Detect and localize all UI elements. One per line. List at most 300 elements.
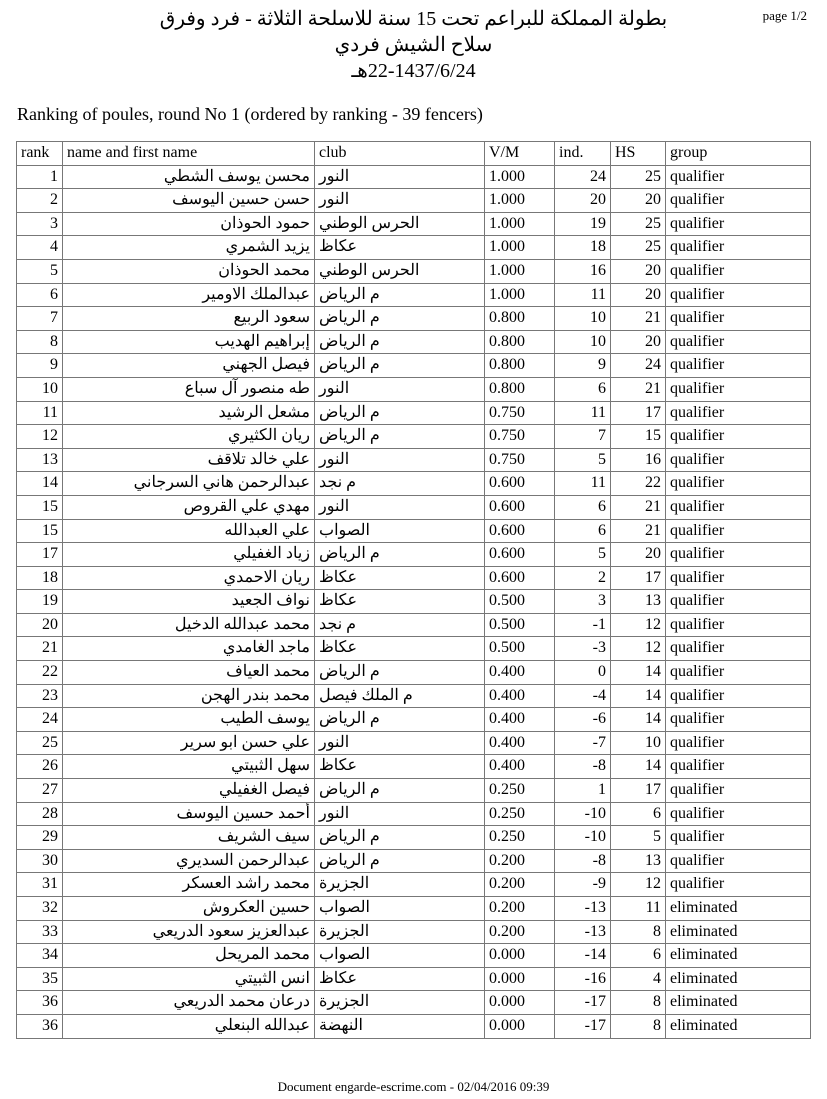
cell-club: النور: [315, 165, 485, 189]
cell-group: eliminated: [666, 944, 811, 968]
cell-club: النور: [315, 495, 485, 519]
cell-hs: 21: [611, 307, 666, 331]
cell-vm: 0.400: [485, 731, 555, 755]
cell-vm: 0.000: [485, 967, 555, 991]
title-line-3: 22-1437/6/24هـ: [351, 60, 476, 82]
cell-rank: 11: [17, 401, 63, 425]
cell-vm: 1.000: [485, 189, 555, 213]
cell-club: عكاظ: [315, 637, 485, 661]
column-header-ind: ind.: [555, 142, 611, 166]
cell-hs: 25: [611, 236, 666, 260]
table-row: [17, 307, 811, 331]
cell-vm: 0.800: [485, 377, 555, 401]
cell-ind: 10: [555, 330, 611, 354]
cell-vm: 0.400: [485, 661, 555, 685]
cell-ind: 10: [555, 307, 611, 331]
cell-name: محمد الحوذان: [63, 259, 315, 283]
cell-vm: 0.600: [485, 543, 555, 567]
cell-name: سعود الربيع: [63, 307, 315, 331]
cell-rank: 12: [17, 425, 63, 449]
cell-hs: 11: [611, 897, 666, 921]
cell-vm: 1.000: [485, 259, 555, 283]
cell-rank: 13: [17, 448, 63, 472]
cell-vm: 0.750: [485, 401, 555, 425]
cell-group: eliminated: [666, 920, 811, 944]
cell-rank: 25: [17, 731, 63, 755]
cell-name: سهل الثبيتي: [63, 755, 315, 779]
cell-club: م نجد: [315, 613, 485, 637]
cell-name: زياد الغفيلي: [63, 543, 315, 567]
cell-hs: 24: [611, 354, 666, 378]
cell-hs: 20: [611, 543, 666, 567]
cell-rank: 31: [17, 873, 63, 897]
cell-ind: -17: [555, 991, 611, 1015]
cell-group: qualifier: [666, 425, 811, 449]
cell-club: الجزيرة: [315, 873, 485, 897]
cell-club: الحرس الوطني: [315, 259, 485, 283]
cell-group: qualifier: [666, 566, 811, 590]
cell-group: qualifier: [666, 472, 811, 496]
cell-vm: 0.600: [485, 566, 555, 590]
cell-rank: 24: [17, 708, 63, 732]
cell-ind: 7: [555, 425, 611, 449]
ranking-table: [16, 141, 811, 1039]
table-row: [17, 236, 811, 260]
cell-rank: 8: [17, 330, 63, 354]
cell-ind: -6: [555, 708, 611, 732]
cell-club: النور: [315, 189, 485, 213]
cell-vm: 0.250: [485, 826, 555, 850]
cell-ind: -9: [555, 873, 611, 897]
cell-rank: 22: [17, 661, 63, 685]
table-row: [17, 566, 811, 590]
cell-vm: 0.800: [485, 307, 555, 331]
cell-club: عكاظ: [315, 967, 485, 991]
cell-ind: -1: [555, 613, 611, 637]
cell-club: الحرس الوطني: [315, 212, 485, 236]
cell-club: عكاظ: [315, 755, 485, 779]
cell-vm: 1.000: [485, 212, 555, 236]
cell-club: م الرياض: [315, 330, 485, 354]
cell-group: qualifier: [666, 401, 811, 425]
cell-vm: 0.500: [485, 613, 555, 637]
cell-ind: 2: [555, 566, 611, 590]
table-row: [17, 708, 811, 732]
cell-rank: 3: [17, 212, 63, 236]
cell-hs: 13: [611, 849, 666, 873]
cell-name: فيصل الجهني: [63, 354, 315, 378]
cell-hs: 12: [611, 613, 666, 637]
cell-rank: 30: [17, 849, 63, 873]
ranking-title: Ranking of poules, round No 1 (ordered by ranking - 39 fencers): [17, 104, 483, 124]
cell-vm: 0.800: [485, 354, 555, 378]
cell-group: qualifier: [666, 259, 811, 283]
cell-group: qualifier: [666, 519, 811, 543]
table-row: [17, 1014, 811, 1038]
cell-ind: 16: [555, 259, 611, 283]
table-row: [17, 590, 811, 614]
cell-group: qualifier: [666, 307, 811, 331]
cell-vm: 0.600: [485, 519, 555, 543]
cell-vm: 0.000: [485, 944, 555, 968]
cell-ind: 1: [555, 779, 611, 803]
cell-rank: 5: [17, 259, 63, 283]
cell-rank: 14: [17, 472, 63, 496]
cell-name: محمد بندر الهجن: [63, 684, 315, 708]
cell-name: محسن يوسف الشطي: [63, 165, 315, 189]
cell-group: qualifier: [666, 448, 811, 472]
cell-rank: 10: [17, 377, 63, 401]
cell-club: النهضة: [315, 1014, 485, 1038]
table-row: [17, 826, 811, 850]
cell-ind: -8: [555, 849, 611, 873]
cell-group: eliminated: [666, 897, 811, 921]
cell-group: qualifier: [666, 849, 811, 873]
cell-ind: 3: [555, 590, 611, 614]
cell-club: م الملك فيصل: [315, 684, 485, 708]
cell-rank: 26: [17, 755, 63, 779]
cell-group: qualifier: [666, 212, 811, 236]
cell-rank: 36: [17, 1014, 63, 1038]
table-row: [17, 684, 811, 708]
cell-ind: 11: [555, 472, 611, 496]
cell-vm: 1.000: [485, 236, 555, 260]
cell-vm: 0.400: [485, 755, 555, 779]
cell-name: محمد راشد العسكر: [63, 873, 315, 897]
cell-rank: 36: [17, 991, 63, 1015]
cell-hs: 17: [611, 779, 666, 803]
cell-club: الصواب: [315, 944, 485, 968]
cell-rank: 23: [17, 684, 63, 708]
cell-name: عبدالله البنعلي: [63, 1014, 315, 1038]
cell-group: qualifier: [666, 661, 811, 685]
table-row: [17, 849, 811, 873]
cell-name: محمد العياف: [63, 661, 315, 685]
cell-name: علي حسن ابو سرير: [63, 731, 315, 755]
cell-name: عبدالعزيز سعود الدريعي: [63, 920, 315, 944]
cell-rank: 35: [17, 967, 63, 991]
column-header-vm: V/M: [485, 142, 555, 166]
title-line-1: بطولة المملكة للبراعم تحت 15 سنة للاسلحة الثلاثة - فرد وفرق: [159, 8, 668, 30]
cell-rank: 7: [17, 307, 63, 331]
cell-club: م الرياض: [315, 779, 485, 803]
table-row: [17, 165, 811, 189]
table-row: [17, 920, 811, 944]
cell-group: qualifier: [666, 755, 811, 779]
cell-hs: 14: [611, 661, 666, 685]
cell-hs: 10: [611, 731, 666, 755]
column-header-group: group: [666, 142, 811, 166]
cell-rank: 32: [17, 897, 63, 921]
cell-hs: 25: [611, 212, 666, 236]
cell-hs: 20: [611, 189, 666, 213]
cell-vm: 0.000: [485, 1014, 555, 1038]
cell-ind: -10: [555, 802, 611, 826]
cell-name: حمود الحوذان: [63, 212, 315, 236]
table-row: [17, 802, 811, 826]
cell-group: qualifier: [666, 590, 811, 614]
column-header-hs: HS: [611, 142, 666, 166]
cell-ind: -16: [555, 967, 611, 991]
cell-rank: 17: [17, 543, 63, 567]
cell-ind: 5: [555, 543, 611, 567]
cell-name: درعان محمد الدريعي: [63, 991, 315, 1015]
cell-rank: 9: [17, 354, 63, 378]
cell-name: علي خالد تلاقف: [63, 448, 315, 472]
cell-hs: 14: [611, 755, 666, 779]
table-row: [17, 354, 811, 378]
cell-name: محمد عبدالله الدخيل: [63, 613, 315, 637]
cell-rank: 1: [17, 165, 63, 189]
cell-vm: 1.000: [485, 165, 555, 189]
table-row: [17, 448, 811, 472]
table-row: [17, 637, 811, 661]
cell-vm: 0.600: [485, 495, 555, 519]
cell-vm: 0.400: [485, 708, 555, 732]
cell-vm: 0.200: [485, 920, 555, 944]
cell-hs: 12: [611, 637, 666, 661]
cell-ind: 0: [555, 661, 611, 685]
cell-name: عبدالرحمن السديري: [63, 849, 315, 873]
table-row: [17, 189, 811, 213]
cell-name: يوسف الطيب: [63, 708, 315, 732]
cell-rank: 15: [17, 519, 63, 543]
cell-hs: 20: [611, 283, 666, 307]
cell-rank: 27: [17, 779, 63, 803]
cell-ind: -10: [555, 826, 611, 850]
title-line-2: سلاح الشيش فردي: [334, 34, 493, 56]
cell-club: م الرياض: [315, 661, 485, 685]
cell-ind: -4: [555, 684, 611, 708]
cell-group: qualifier: [666, 377, 811, 401]
column-header-rank: rank: [17, 142, 63, 166]
column-header-club: club: [315, 142, 485, 166]
cell-vm: 0.500: [485, 590, 555, 614]
cell-rank: 21: [17, 637, 63, 661]
cell-ind: 5: [555, 448, 611, 472]
table-row: [17, 519, 811, 543]
cell-ind: -7: [555, 731, 611, 755]
cell-hs: 8: [611, 991, 666, 1015]
cell-hs: 16: [611, 448, 666, 472]
cell-club: م الرياض: [315, 708, 485, 732]
cell-ind: -13: [555, 920, 611, 944]
cell-group: qualifier: [666, 802, 811, 826]
cell-hs: 13: [611, 590, 666, 614]
table-header-row: [17, 142, 811, 166]
cell-name: فيصل الغفيلي: [63, 779, 315, 803]
table-row: [17, 543, 811, 567]
cell-ind: -8: [555, 755, 611, 779]
table-row: [17, 425, 811, 449]
cell-club: النور: [315, 802, 485, 826]
table-row: [17, 897, 811, 921]
cell-hs: 14: [611, 708, 666, 732]
cell-name: طه منصور آل سباع: [63, 377, 315, 401]
cell-vm: 0.200: [485, 873, 555, 897]
cell-name: سيف الشريف: [63, 826, 315, 850]
cell-hs: 4: [611, 967, 666, 991]
cell-name: أحمد حسين اليوسف: [63, 802, 315, 826]
cell-group: qualifier: [666, 613, 811, 637]
cell-rank: 19: [17, 590, 63, 614]
table-row: [17, 212, 811, 236]
cell-hs: 6: [611, 802, 666, 826]
footer: Document engarde-escrime.com - 02/04/2016 09:39: [277, 1079, 550, 1094]
cell-name: محمد المريحل: [63, 944, 315, 968]
cell-rank: 34: [17, 944, 63, 968]
cell-hs: 6: [611, 944, 666, 968]
page-number: page 1/2: [762, 8, 807, 23]
cell-name: عبدالملك الاومير: [63, 283, 315, 307]
table-row: [17, 472, 811, 496]
cell-name: عبدالرحمن هاني السرجاني: [63, 472, 315, 496]
table-row: [17, 401, 811, 425]
cell-group: eliminated: [666, 991, 811, 1015]
table-row: [17, 873, 811, 897]
table-row: [17, 967, 811, 991]
cell-name: حسين العكروش: [63, 897, 315, 921]
cell-ind: 6: [555, 495, 611, 519]
cell-ind: 11: [555, 283, 611, 307]
cell-hs: 17: [611, 401, 666, 425]
cell-group: qualifier: [666, 543, 811, 567]
cell-hs: 20: [611, 330, 666, 354]
cell-club: النور: [315, 377, 485, 401]
cell-name: مهدي علي القروص: [63, 495, 315, 519]
table-row: [17, 495, 811, 519]
cell-club: م نجد: [315, 472, 485, 496]
cell-group: eliminated: [666, 1014, 811, 1038]
cell-ind: -17: [555, 1014, 611, 1038]
cell-club: عكاظ: [315, 236, 485, 260]
cell-vm: 0.000: [485, 991, 555, 1015]
cell-group: qualifier: [666, 283, 811, 307]
cell-rank: 15: [17, 495, 63, 519]
cell-hs: 20: [611, 259, 666, 283]
cell-hs: 21: [611, 495, 666, 519]
cell-name: ريان الاحمدي: [63, 566, 315, 590]
cell-name: ماجد الغامدي: [63, 637, 315, 661]
cell-group: qualifier: [666, 684, 811, 708]
cell-club: الصواب: [315, 519, 485, 543]
document-title: [0, 6, 827, 84]
table-row: [17, 779, 811, 803]
cell-club: م الرياض: [315, 543, 485, 567]
cell-club: م الرياض: [315, 307, 485, 331]
cell-club: م الرياض: [315, 283, 485, 307]
cell-club: م الرياض: [315, 401, 485, 425]
cell-rank: 28: [17, 802, 63, 826]
cell-vm: 0.500: [485, 637, 555, 661]
cell-name: إبراهيم الهديب: [63, 330, 315, 354]
cell-vm: 0.750: [485, 448, 555, 472]
cell-vm: 0.400: [485, 684, 555, 708]
cell-vm: 0.250: [485, 802, 555, 826]
cell-rank: 29: [17, 826, 63, 850]
cell-group: qualifier: [666, 731, 811, 755]
cell-ind: -14: [555, 944, 611, 968]
cell-name: مشعل الرشيد: [63, 401, 315, 425]
cell-group: qualifier: [666, 330, 811, 354]
cell-ind: 11: [555, 401, 611, 425]
cell-vm: 0.200: [485, 849, 555, 873]
table-row: [17, 991, 811, 1015]
cell-club: م الرياض: [315, 826, 485, 850]
table-row: [17, 377, 811, 401]
table-row: [17, 283, 811, 307]
cell-vm: 0.200: [485, 897, 555, 921]
cell-name: نواف الجعيد: [63, 590, 315, 614]
cell-name: علي العبدالله: [63, 519, 315, 543]
cell-vm: 0.600: [485, 472, 555, 496]
cell-hs: 8: [611, 920, 666, 944]
cell-hs: 12: [611, 873, 666, 897]
cell-club: عكاظ: [315, 566, 485, 590]
cell-hs: 5: [611, 826, 666, 850]
cell-rank: 4: [17, 236, 63, 260]
cell-ind: 24: [555, 165, 611, 189]
table-row: [17, 755, 811, 779]
cell-ind: 6: [555, 519, 611, 543]
cell-ind: 18: [555, 236, 611, 260]
cell-vm: 0.250: [485, 779, 555, 803]
cell-club: م الرياض: [315, 425, 485, 449]
cell-rank: 18: [17, 566, 63, 590]
cell-group: qualifier: [666, 495, 811, 519]
cell-ind: 6: [555, 377, 611, 401]
cell-ind: -3: [555, 637, 611, 661]
cell-club: م الرياض: [315, 849, 485, 873]
cell-group: qualifier: [666, 826, 811, 850]
cell-ind: 19: [555, 212, 611, 236]
cell-group: qualifier: [666, 236, 811, 260]
cell-club: النور: [315, 448, 485, 472]
cell-group: qualifier: [666, 708, 811, 732]
cell-club: م الرياض: [315, 354, 485, 378]
cell-name: حسن حسين اليوسف: [63, 189, 315, 213]
table-row: [17, 330, 811, 354]
cell-rank: 20: [17, 613, 63, 637]
cell-hs: 17: [611, 566, 666, 590]
cell-club: عكاظ: [315, 590, 485, 614]
cell-vm: 0.800: [485, 330, 555, 354]
cell-group: qualifier: [666, 873, 811, 897]
cell-hs: 15: [611, 425, 666, 449]
cell-ind: 20: [555, 189, 611, 213]
cell-ind: -13: [555, 897, 611, 921]
column-header-name: name and first name: [63, 142, 315, 166]
cell-rank: 2: [17, 189, 63, 213]
table-row: [17, 731, 811, 755]
cell-name: ريان الكثيري: [63, 425, 315, 449]
cell-group: qualifier: [666, 354, 811, 378]
cell-rank: 33: [17, 920, 63, 944]
cell-hs: 22: [611, 472, 666, 496]
cell-group: eliminated: [666, 967, 811, 991]
cell-name: يزيد الشمري: [63, 236, 315, 260]
cell-rank: 6: [17, 283, 63, 307]
cell-club: النور: [315, 731, 485, 755]
cell-name: انس الثبيتي: [63, 967, 315, 991]
table-row: [17, 613, 811, 637]
cell-group: qualifier: [666, 165, 811, 189]
cell-group: qualifier: [666, 189, 811, 213]
cell-hs: 8: [611, 1014, 666, 1038]
cell-ind: 9: [555, 354, 611, 378]
cell-club: الصواب: [315, 897, 485, 921]
cell-vm: 0.750: [485, 425, 555, 449]
